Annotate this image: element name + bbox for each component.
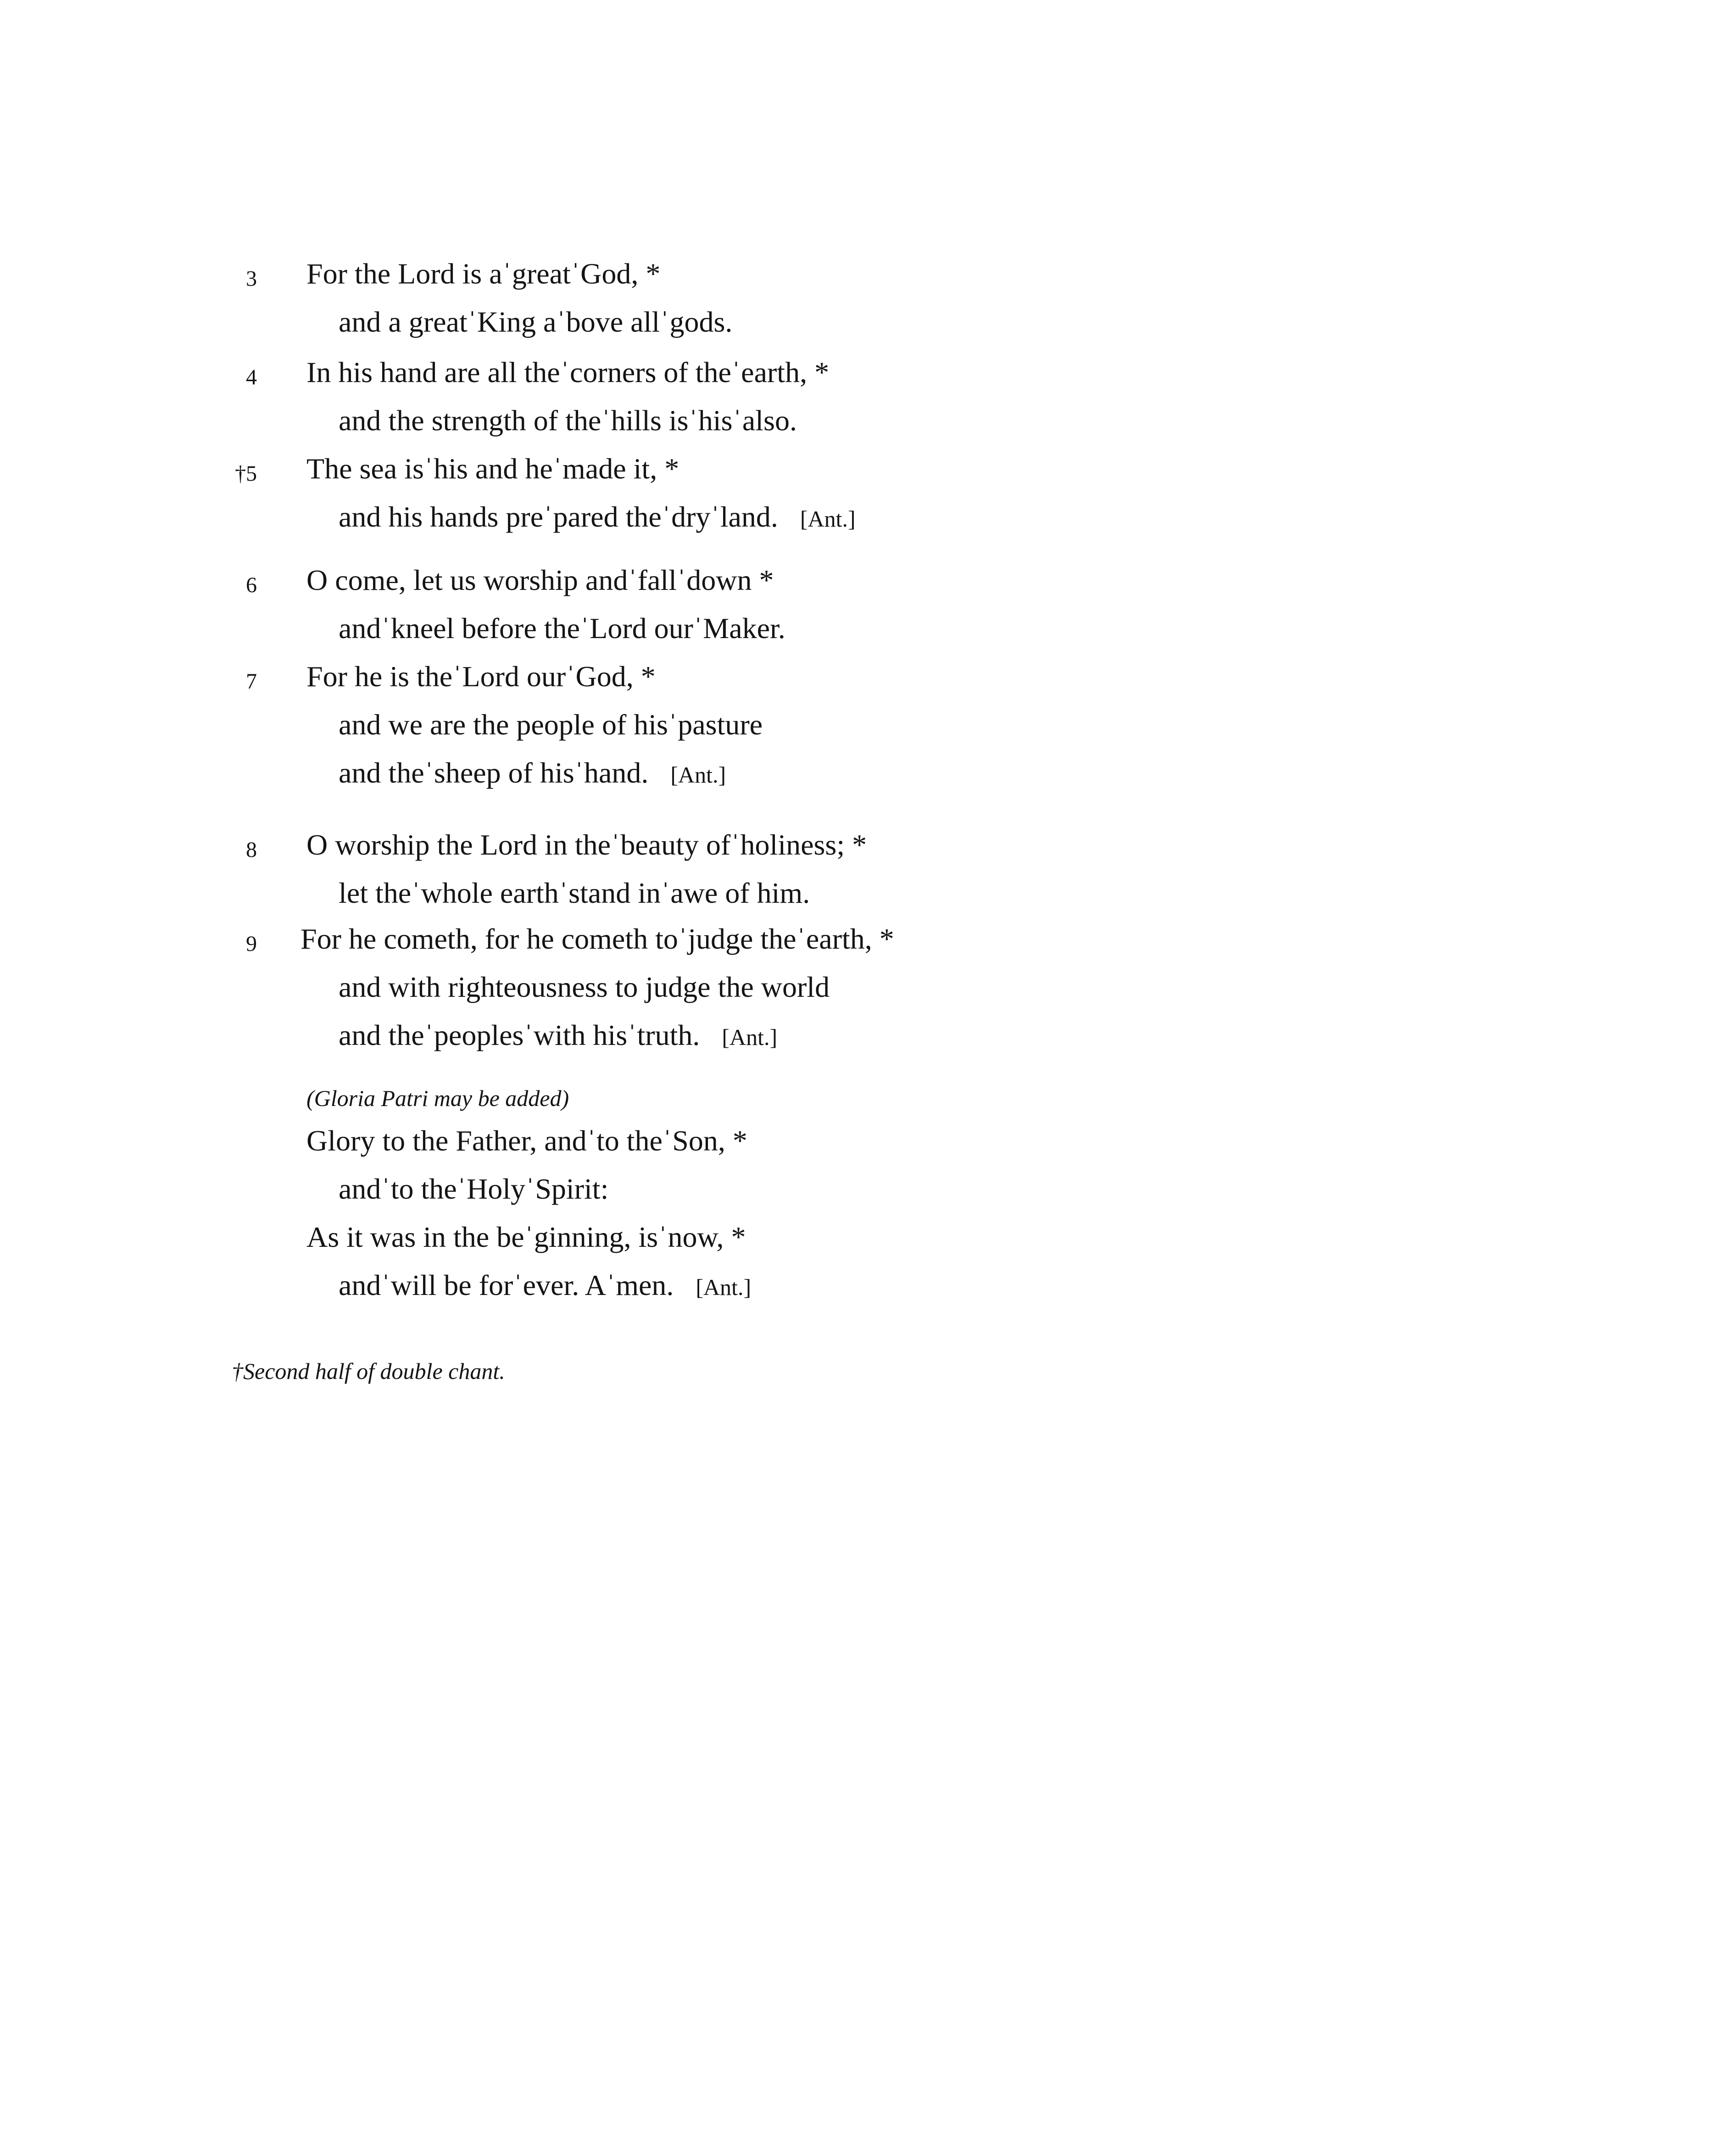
verse-line: For the Lord is aˈgreatˈGod, * xyxy=(306,257,661,290)
verse-number: 8 xyxy=(246,838,257,862)
verse-number: 6 xyxy=(246,573,257,597)
antiphon-marker: [Ant.] xyxy=(670,762,726,788)
verse-line: For he cometh, for he cometh toˈjudge theˈearth, * xyxy=(301,922,894,955)
verse-line: and the strength of theˈhills isˈhisˈalso. xyxy=(339,404,797,437)
verse-number: 9 xyxy=(246,932,257,956)
verse-line: For he is theˈLord ourˈGod, * xyxy=(306,660,656,693)
verse-number: 3 xyxy=(246,267,257,291)
gloria-line: andˈto theˈHolyˈSpirit: xyxy=(339,1172,609,1205)
gloria-line: andˈwill be forˈever. Aˈmen. [Ant.] xyxy=(339,1269,752,1301)
gloria-line: As it was in the beˈginning, isˈnow, * xyxy=(306,1221,746,1253)
gloria-rubric: (Gloria Patri may be added) xyxy=(306,1085,569,1111)
verse-number: 7 xyxy=(246,669,257,694)
gloria-line: Glory to the Father, andˈto theˈSon, * xyxy=(306,1124,747,1157)
verse-line: and a greatˈKing aˈbove allˈgods. xyxy=(339,306,733,338)
footnote: †Second half of double chant. xyxy=(232,1358,505,1384)
antiphon-marker: [Ant.] xyxy=(800,506,856,532)
verse-line: O come, let us worship andˈfallˈdown * xyxy=(306,564,774,596)
verse-number: 4 xyxy=(246,365,257,389)
verse-number: †5 xyxy=(235,461,257,486)
verse-line: and theˈpeoplesˈwith hisˈtruth. [Ant.] xyxy=(339,1019,778,1051)
verse-line: and his hands preˈpared theˈdryˈland. [Ant.] xyxy=(339,500,856,533)
verse-line: The sea isˈhis and heˈmade it, * xyxy=(306,452,679,485)
verse-line: andˈkneel before theˈLord ourˈMaker. xyxy=(339,612,785,645)
verse-line: and we are the people of hisˈpasture xyxy=(339,708,763,741)
verse-line: and theˈsheep of hisˈhand. [Ant.] xyxy=(339,756,726,789)
verse-line: and with righteousness to judge the world xyxy=(339,971,830,1003)
antiphon-marker: [Ant.] xyxy=(696,1274,752,1300)
verse-line: let theˈwhole earthˈstand inˈawe of him. xyxy=(339,877,810,909)
verse-line: In his hand are all theˈcorners of theˈearth, * xyxy=(306,356,830,389)
antiphon-marker: [Ant.] xyxy=(722,1024,778,1050)
verse-line: O worship the Lord in theˈbeauty ofˈholiness; * xyxy=(306,828,867,861)
